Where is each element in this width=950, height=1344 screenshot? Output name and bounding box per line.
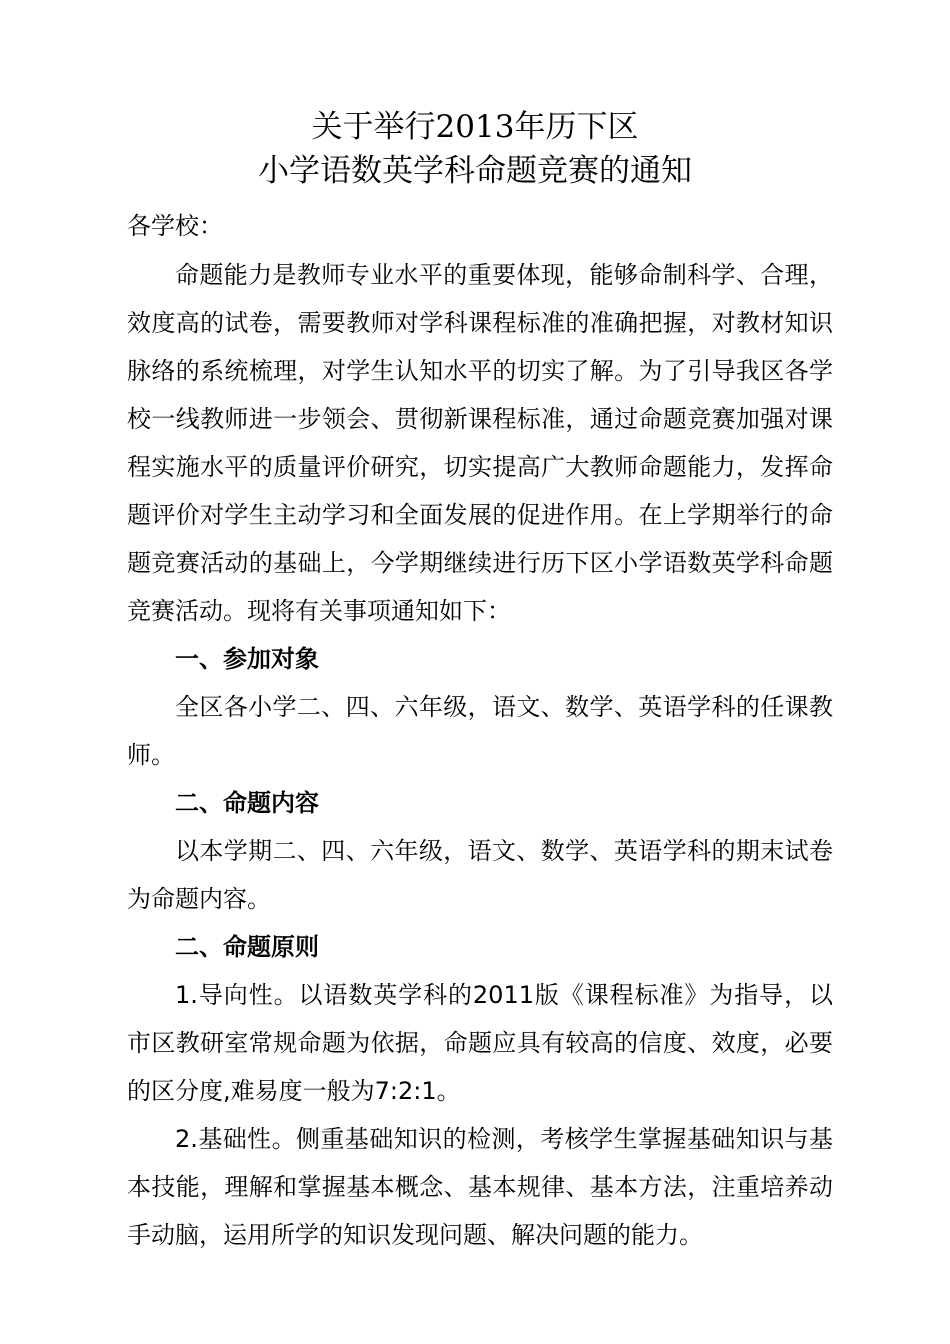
- principle-item-guidance: 1.导向性。以语数英学科的2011版《课程标准》为指导，以市区教研室常规命题为依据，命题应具有较高的信度、效度，必要的区分度,难易度一般为7:2:1。: [127, 981, 833, 1105]
- section-heading-principles: 二、命题原则: [175, 933, 319, 961]
- document-body: [127, 202, 833, 1259]
- section-body-participants: 全区各小学二、四、六年级，语文、数学、英语学科的任课教师。: [127, 693, 833, 769]
- section-heading-content: 二、命题内容: [175, 789, 319, 817]
- title-line-1: 关于举行2013年历下区: [311, 109, 639, 145]
- salutation: 各学校：: [127, 212, 223, 240]
- title-line-2: 小学语数英学科命题竞赛的通知: [258, 153, 692, 189]
- section-heading-participants: 一、参加对象: [175, 645, 319, 673]
- principle-item-foundation: 2.基础性。侧重基础知识的检测，考核学生掌握基础知识与基本技能，理解和掌握基本概念、基本规律、基本方法，注重培养动手动脑，运用所学的知识发现问题、解决问题的能力。: [127, 1125, 833, 1249]
- intro-paragraph: 命题能力是教师专业水平的重要体现，能够命制科学、合理，效度高的试卷，需要教师对学科课程标准的准确把握，对教材知识脉络的系统梳理，对学生认知水平的切实了解。为了引导我区各学校一线教师进一步领会、贯彻新课程标准，通过命题竞赛加强对课程实施水平的质量评价研究，切实提高广大教师命题能力，发挥命题评价对学生主动学习和全面发展的促进作用。在上学期举行的命题竞赛活动的基础上，今学期继续进行历下区小学语数英学科命题竞赛活动。现将有关事项通知如下：: [127, 261, 833, 625]
- section-body-content: 以本学期二、四、六年级，语文、数学、英语学科的期末试卷为命题内容。: [127, 837, 833, 913]
